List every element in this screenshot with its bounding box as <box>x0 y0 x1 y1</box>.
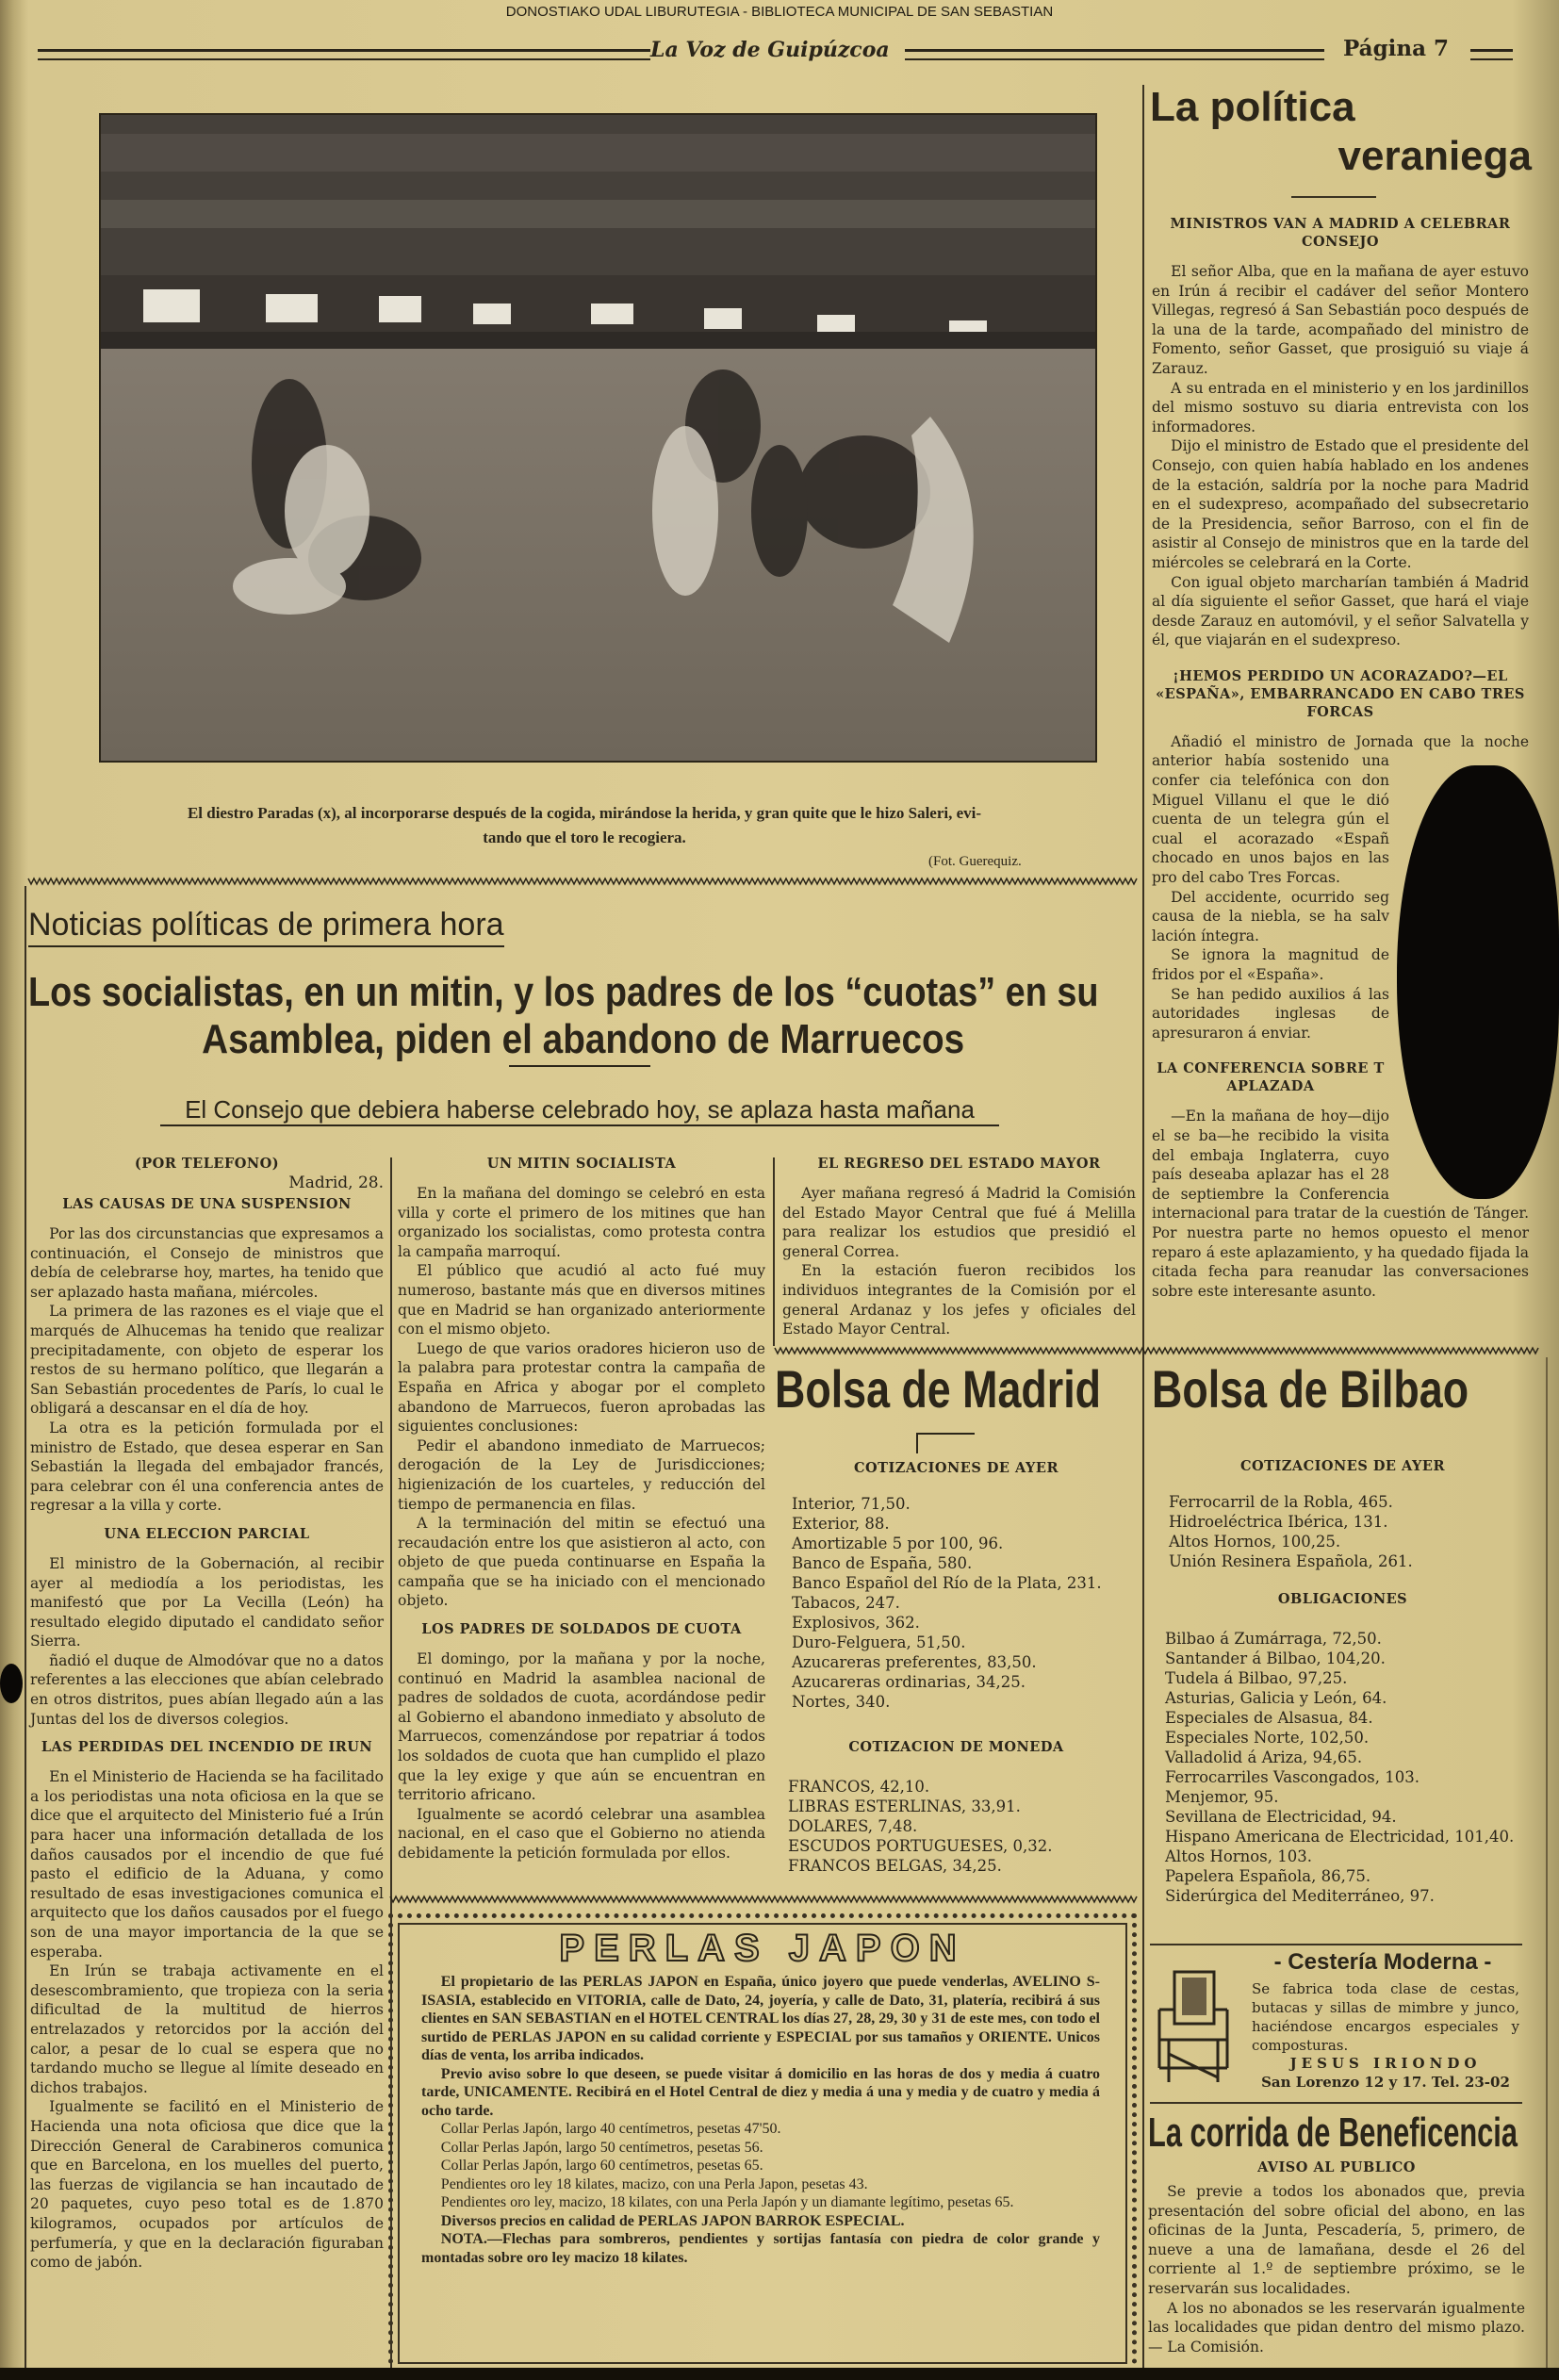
paragraph: Previo aviso sobre lo que deseen, se puede visitar á domicilio en las horas de dos y media á cuatro tarde, UNICAMENTE. Recibirá en el Hotel Central de diez y media á una y media y de cuatro y media á ocho tarde. <box>421 2065 1100 2119</box>
paragraph: Dijo el ministro de Estado que el presidente del Consejo, con quien había hablado en los andenes de la estación, saldría por la noche para Madrid en el sudexpreso, acompañado del subsecretario de la Presidencia, señor Barroso, con el fin de asistir al Consejo de ministros que en la tarde del miércoles se celebrará en la Corte. <box>1152 437 1529 571</box>
obligaciones-title: OBLIGACIONES <box>1277 1591 1408 1607</box>
column-rule-2b <box>1142 85 1144 2380</box>
column-3 <box>782 1155 1136 1339</box>
section-title: Noticias políticas de primera hora <box>28 907 504 947</box>
paragraph: En la estación fueron recibidos los individuos integrantes de la Comisión por el general Ardanaz y los jefes y oficiales del Estado Mayor Central. <box>782 1262 1136 1338</box>
headline-line1: Los socialistas, en un mitin, y los padres de los “cuotas” en su <box>28 969 1099 1015</box>
bolsa-bilbao <box>1152 1359 1534 1906</box>
zigzag-rule-bolsa <box>775 1346 1543 1355</box>
paragraph: Se han pedido auxilios á las autoridades inglesas de apresuraron á enviar. <box>1152 985 1389 1042</box>
ink-blot-large <box>1397 765 1559 1199</box>
article-title: MINISTROS VAN A MADRID A CELEBRAR CONSEJO <box>1170 216 1511 250</box>
dateline: Madrid, 28. <box>288 1174 384 1192</box>
ad-rule-bottom <box>1150 2102 1522 2104</box>
paragraph: El domingo, por la mañana y por la noche, continuó en Madrid la asamblea nacional de padres de soldados de cuota, acordándose pedir al Gobierno el abandono inmediato y absoluto de Marruecos, comenzándose por repatriar á todos los soldados de cuota que han cumplido el plazo que la ley exige y que aún se encuentran en territorio africano. <box>398 1650 765 1804</box>
paragraph: Por las dos circunstancias que expresamos a continuación, el Consejo de ministros que debía de celebrarse hoy, martes, ha tenido que ser aplazado hasta mañana, miércoles. <box>30 1225 384 1301</box>
cotizaciones-title: COTIZACIONES DE AYER <box>853 1460 1058 1476</box>
quote-item: Ferrocarril de la Robla, 465. <box>1169 1493 1393 1511</box>
quote-item: Exterior, 88. <box>792 1515 890 1533</box>
ink-blot-small <box>0 1664 23 1703</box>
subheadline: El Consejo que debiera haberse celebrado hoy, se aplaza hasta mañana <box>160 1095 999 1126</box>
corrida-subtitle: AVISO AL PUBLICO <box>1257 2159 1416 2175</box>
quote-item: Explosivos, 362. <box>792 1614 920 1632</box>
article-title: LOS PADRES DE SOLDADOS DE CUOTA <box>421 1621 742 1638</box>
zigzag-line <box>775 1348 1538 1354</box>
paragraph: Del accidente, ocurrido seg causa de la niebla, se ha salv lación íntegra. <box>1152 888 1389 944</box>
paragraph: La primera de las razones es el viaje que el marqués de Alhucemas ha tenido que realizar precipitadamente, con objeto de esperar los restos de su hermano político, que llegarán a San Sebastián procedentes de París, lo cual le obligará a descansar en el día de hoy. <box>30 1303 384 1418</box>
quote-item: Menjemor, 95. <box>1165 1788 1279 1806</box>
price-item: Collar Perlas Japón, largo 50 centímetros, pesetas 56. <box>440 2139 763 2156</box>
perlas-japon-ad <box>388 1913 1137 2373</box>
perlas-body <box>393 1969 1132 2267</box>
masthead-rule-left <box>38 49 650 60</box>
quote-item: Bilbao á Zumárraga, 72,50. <box>1165 1630 1382 1648</box>
paragraph: En el Ministerio de Hacienda se ha facilitado a los periodistas una nota oficiosa en la que se dice que el arquitecto del Ministerio fué a Irún para hacer una información detallada de los daños causados por el incendio de que fué pasto el edificio de la Aduana, y como resultado de esas investigaciones comunica el arquitecto que los daños causados por el fuego son de una mayor importancia de la que se esperaba. <box>30 1768 384 1961</box>
ornament-rule <box>916 1433 975 1453</box>
quote-item: Especiales de Alsasua, 84. <box>1165 1709 1373 1727</box>
paragraph: A la terminación del mitin se efectuó una recaudación entre los que asistieron al acto, con objeto de que pueda continuarse en España la campaña que se ha iniciado con el mencionado objeto. <box>398 1515 765 1610</box>
price-item: Pendientes oro ley, macizo, 18 kilates, con una Perla Japón y un diamante legítimo, pesetas 65. <box>440 2194 1014 2210</box>
zigzag-line <box>390 1896 1137 1902</box>
title-underline <box>1291 196 1376 198</box>
paragraph: El propietario de las PERLAS JAPON en España, único joyero que puede venderlas, AVELINO S-ISASIA, establecido en VITORIA, calle de Dato, 24, joyería, y calle de Dato, 31, platería, recibirá á sus clientes en SAN SEBASTIAN en el HOTEL CENTRAL los días 27, 28, 29, 30 y 31 de este mes, con todo el surtido de PERLAS JAPON en su calidad corriente y ESPECIAL por sus tamaños y ORIENTE. Unicos días de venta, los arriba indicados. <box>421 1974 1100 2063</box>
paper-name: La Voz de Guipúzcoa <box>650 38 890 62</box>
quote-item: Altos Hornos, 103. <box>1165 1847 1312 1865</box>
bolsa-bilbao-title: Bolsa de Bilbao <box>1152 1359 1469 1419</box>
quote-item: Banco de España, 580. <box>792 1554 973 1572</box>
quote-item: Ferrocarriles Vascongados, 103. <box>1165 1768 1420 1786</box>
quote-item: Sevillana de Electricidad, 94. <box>1165 1808 1397 1826</box>
quote-item: Siderúrgica del Mediterráneo, 97. <box>1165 1887 1435 1905</box>
quote-item: Tudela á Bilbao, 97,25. <box>1165 1669 1348 1687</box>
column-1 <box>30 1155 384 2273</box>
article-title: UN MITIN SOCIALISTA <box>486 1156 677 1172</box>
paragraph: La otra es la petición formulada por el ministro de Estado, que desea esperar en San Sebastián la llegada del embajador francés, para celebrar con él una conferencia antes de regresar a la villa y corte. <box>30 1419 384 1515</box>
zigzag-rule-top <box>28 877 1139 886</box>
photo-caption-line2: tando que el toro le recogiera. <box>483 829 686 846</box>
zigzag-rule-ad <box>390 1895 1140 1904</box>
paragraph: Se previe a todos los abonados que, previa presentación del sobre oficial del abono, en las oficinas de la Junta, Pescadería, 5, primero, de nueve a una de lamañana, desde el 26 del corriente al 1.º de septiembre próximo, se le reservarán sus localidades. <box>1148 2183 1525 2297</box>
article-title: ¡HEMOS PERDIDO UN ACORAZADO?—EL «ESPAÑA», EMBARRANCADO EN CABO TRES FORCAS <box>1156 667 1525 720</box>
paragraph: En la mañana del domingo se celebró en esta villa y corte el primero de los mitines que han organizado los socialistas, como protesta contra la campaña marroquí. <box>398 1185 765 1260</box>
article-title: EL REGRESO DEL ESTADO MAYOR <box>817 1156 1101 1172</box>
quote-item: Valladolid á Ariza, 94,65. <box>1165 1748 1363 1766</box>
quote-item: FRANCOS, 42,10. <box>788 1778 930 1796</box>
price-item: Collar Perlas Japón, largo 60 centímetros, pesetas 65. <box>440 2158 763 2174</box>
headline-line2: Asamblea, piden el abandono de Marruecos <box>202 1016 965 1062</box>
paragraph: El público que acudió al acto fué muy numeroso, bastante más que en diversos mitines que en Madrid se han organizado anteriormente con el mismo objeto. <box>398 1262 765 1338</box>
moneda-list <box>775 1777 1138 1876</box>
quote-item: Amortizable 5 por 100, 96. <box>792 1535 1004 1552</box>
cotizaciones-list <box>775 1494 1138 1712</box>
bolsa-madrid-title: Bolsa de Madrid <box>775 1359 1102 1419</box>
scan-banner: DONOSTIAKO UDAL LIBURUTEGIA - BIBLIOTECA MUNICIPAL DE SAN SEBASTIAN <box>505 4 1054 20</box>
right-title-line1: La política <box>1150 84 1355 130</box>
price-item: Collar Perlas Japón, largo 40 centímetros, pesetas 47'50. <box>440 2121 781 2137</box>
right-title-line2: veraniega <box>1337 133 1532 179</box>
wicker-chair-icon <box>1156 1964 1229 2087</box>
photo-caption-line1: El diestro Paradas (x), al incorporarse después de la cogida, mirándose la herida, y gran quite que le hizo Saleri, evi- <box>187 804 982 822</box>
ad-rule-top <box>1150 1944 1522 1945</box>
cesteria-ad <box>1150 1947 1522 2098</box>
quote-item: Santander á Bilbao, 104,20. <box>1165 1650 1386 1667</box>
paragraph: A su entrada en el ministerio y en los jardinillos del mismo sostuvo su diaria entrevista con los informadores. <box>1152 379 1529 435</box>
source-label: (POR TELEFONO) <box>134 1156 280 1172</box>
main-headline <box>28 969 1139 1063</box>
photo-caption <box>38 801 1131 850</box>
masthead-rule-right <box>905 49 1324 60</box>
corrida-notice <box>1148 2109 1525 2356</box>
quote-item: Hidroeléctrica Ibérica, 131. <box>1169 1513 1388 1531</box>
corrida-title: La corrida de Beneficencia <box>1148 2109 1518 2156</box>
paragraph: Luego de que varios oradores hicieron uso de la palabra para protestar contra la campaña de España en Africa y abogar por el completo abandono de Marruecos, fueron aprobadas las siguientes conclusiones: <box>398 1339 765 1436</box>
article-title: LAS CAUSAS DE UNA SUSPENSION <box>62 1196 352 1212</box>
quote-item: DOLARES, 7,48. <box>788 1817 918 1835</box>
paragraph: Diversos precios en calidad de PERLAS JAPON BARROK ESPECIAL. <box>440 2212 905 2229</box>
cesteria-body: Se fabrica toda clase de cestas, butacas y sillas de mimbre y junco, haciéndose encargos especiales y composturas. <box>1252 1980 1519 2054</box>
cesteria-title: - Cestería Moderna - <box>1273 1949 1492 1975</box>
bolsa-madrid <box>775 1359 1138 1876</box>
moneda-title: COTIZACION DE MONEDA <box>848 1739 1064 1755</box>
paragraph: Pedir el abandono inmediato de Marruecos; derogación de la Ley de Jurisdicciones; higienización de los cuarteles, y reducción del tiempo de permanencia en filas. <box>398 1436 765 1513</box>
note: NOTA.—Flechas para sombreros, pendientes y sortijas fantasía con piedra de color grande y montadas sobre oro ley macizo 18 kilates. <box>421 2231 1100 2266</box>
cotizaciones-list <box>1152 1492 1534 1571</box>
quote-item: Nortes, 340. <box>792 1693 891 1711</box>
cesteria-address: San Lorenzo 12 y 17. Tel. 23-02 <box>1261 2074 1510 2091</box>
quote-item: Interior, 71,50. <box>792 1495 911 1513</box>
paragraph: El señor Alba, que en la mañana de ayer estuvo en Irún á recibir el cadáver del señor Montero Villegas, regresó á San Sebastián poco después de la una de la tarde, acompañado del ministro de Fomento, señor Gasset, que prosiguió su viaje á Zarauz. <box>1152 263 1529 377</box>
quote-item: LIBRAS ESTERLINAS, 33,91. <box>788 1797 1021 1815</box>
page-right-rule <box>1546 1357 1548 2380</box>
paragraph: Con igual objeto marcharían también á Madrid al día siguiente el señor Gasset, que hará el viaje desde Zarauz en automóvil, y el señor Salvatella y él, que viajarán en el sudexpreso. <box>1152 573 1529 649</box>
quote-item: ESCUDOS PORTUGUESES, 0,32. <box>788 1837 1053 1855</box>
page-bottom-edge <box>0 2368 1559 2380</box>
quote-item: Especiales Norte, 102,50. <box>1165 1729 1370 1747</box>
column-2 <box>398 1155 765 1863</box>
page-left-rule <box>25 886 26 2380</box>
paragraph: —En la mañana de hoy—dijo el se ba—he recibido la visita del embaja Inglaterra, cuyo país deseaba aplazar has el 28 de septiembre la Conferencia internacional para tratar de la cuestión de Tánger. Por nuestra parte no hemos opuesto el menor reparo á este aplazamiento, y ha quedado fijada la citada fecha para reanudar las conversaciones sobre este interesante asunto. <box>1152 1108 1529 1300</box>
paragraph: Igualmente se acordó celebrar una asamblea nacional, en el caso que el Gobierno no atienda debidamente la petición formulada por ellos. <box>398 1805 765 1862</box>
quote-item: Hispano Americana de Electricidad, 101,40. <box>1165 1828 1515 1846</box>
quote-item: Unión Resinera Española, 261. <box>1169 1552 1413 1570</box>
headline-ornament <box>509 1065 650 1071</box>
quote-item: Tabacos, 247. <box>792 1594 900 1612</box>
quote-item: Asturias, Galicia y León, 64. <box>1165 1689 1387 1707</box>
quote-item: Altos Hornos, 100,25. <box>1169 1533 1341 1551</box>
masthead-rule-far <box>1470 49 1513 60</box>
quote-item: Azucareras preferentes, 83,50. <box>792 1653 1037 1671</box>
zigzag-line <box>28 878 1137 884</box>
quote-item: Papelera Española, 86,75. <box>1165 1867 1371 1885</box>
cesteria-owner: JESUS IRIONDO <box>1289 2055 1482 2072</box>
price-item: Pendientes oro ley 18 kilates, macizo, con una Perla Japon, pesetas 43. <box>440 2175 868 2192</box>
quote-item: Banco Español del Río de la Plata, 231. <box>792 1574 1102 1592</box>
paragraph: En Irún se trabaja activamente en el desescombramiento, que tropieza con la seria dificultad de la multitud de hierros entrelazados y retorcidos por la acción del calor, a pesar de lo cual se espera que no tardando mucho se llegue al límite deseado en dichos trabajos. <box>30 1962 384 2096</box>
right-title <box>1150 83 1532 181</box>
paragraph: Se ignora la magnitud de fridos por el «España». <box>1152 946 1389 983</box>
article-title: LA CONFERENCIA SOBRE T APLAZADA <box>1157 1060 1385 1095</box>
quote-item: FRANCOS BELGAS, 34,25. <box>788 1857 1002 1875</box>
quote-item: Azucareras ordinarias, 34,25. <box>792 1673 1026 1691</box>
paragraph: Igualmente se facilitó en el Ministerio de Hacienda una nota oficiosa que dice que la Dirección General de Carabineros comunica que en Barcelona, en los muelles del puerto, las fuerzas de vigilancia se han incautado de 20 paquetes, cuyo peso total es de 1.870 kilogramos, ocupados por artículos de perfumería, y que en la declaración figuraban como de jabón. <box>30 2098 384 2272</box>
photo-image <box>101 115 1095 761</box>
photo-credit: (Fot. Guerequiz. <box>928 854 1022 869</box>
page-number: Página 7 <box>1343 36 1450 61</box>
article-title: LAS PERDIDAS DEL INCENDIO DE IRUN <box>41 1739 373 1756</box>
column-rule-2 <box>773 1157 775 1346</box>
paragraph: Añadió el ministro de Jornada que la noche anterior había sostenido una confer cia telefónica con don Miguel Villanu el que le dió cuenta de un telegra gún el cual el acorazado «Españ chocado en unos bajos en las pro del cabo Tres Forcas. <box>1152 732 1529 887</box>
article-title: UNA ELECCION PARCIAL <box>104 1525 310 1542</box>
paragraph: El ministro de la Gobernación, al recibir ayer al mediodía a los periodistas, les manifestó que por La Vecilla (León) ha resultado elegido diputado el candidato señor Sierra. <box>30 1554 384 1650</box>
quote-item: Duro-Felguera, 51,50. <box>792 1633 966 1651</box>
paragraph: Ayer mañana regresó á Madrid la Comisión del Estado Mayor Central que fué á Melilla para realizar los estudios que presidió el general Correa. <box>782 1185 1136 1260</box>
paragraph: ñadió el duque de Almodóvar que no a datos referentes a las elecciones que abían celebrado en otros distritos, pues abían llegado aún a las Juntas del los de diversos colegios. <box>30 1651 384 1728</box>
right-column <box>1152 205 1529 1301</box>
obligaciones-list <box>1152 1629 1534 1906</box>
cotizaciones-title: COTIZACIONES DE AYER <box>1239 1458 1445 1474</box>
perlas-title: PERLAS JAPON <box>559 1928 966 1969</box>
bullfight-photo <box>99 113 1097 763</box>
paragraph: A los no abonados se les reservarán igualmente las localidades que pidan dentro del mismo plazo. — La Comisión. <box>1148 2299 1525 2355</box>
